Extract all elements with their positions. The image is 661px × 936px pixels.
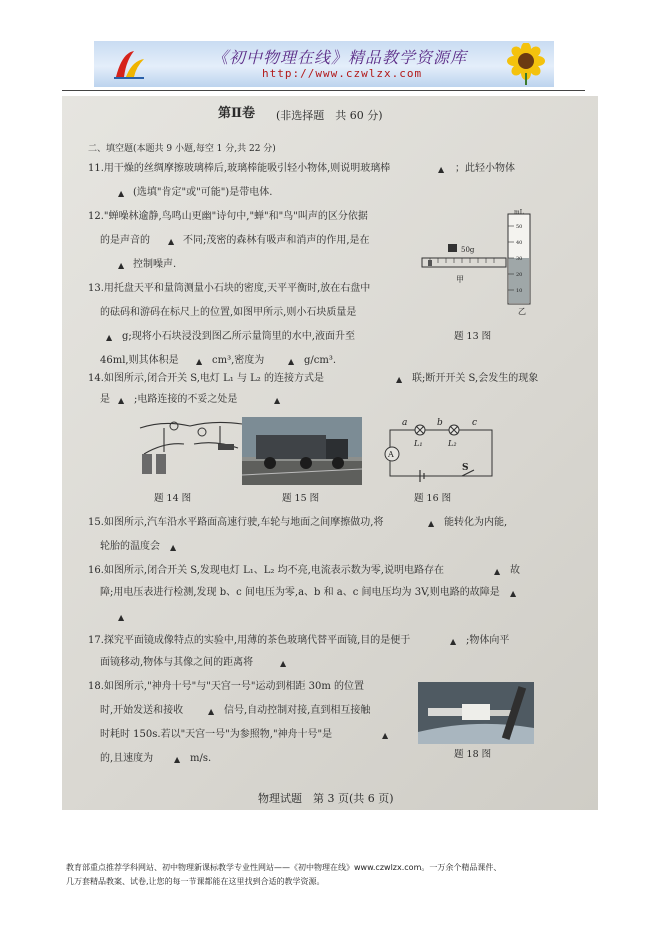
answer-blank[interactable]: ▲ <box>118 396 125 405</box>
answer-blank[interactable]: ▲ <box>168 237 175 246</box>
fig13-mass-label: 50g <box>461 246 475 254</box>
header-rule <box>62 90 585 91</box>
fig14-caption: 题 14 图 <box>154 493 192 504</box>
answer-blank[interactable]: ▲ <box>510 589 517 598</box>
fig13-tick: 50 <box>516 224 523 230</box>
figure-16 <box>382 414 502 486</box>
figure-15 <box>242 417 362 485</box>
figure-18 <box>418 682 534 744</box>
q18-line4b: m/s. <box>190 753 212 764</box>
q12-line3: 控制噪声. <box>133 259 177 270</box>
battery-icon <box>156 454 166 474</box>
fig16-L2-label: L₂ <box>448 439 457 448</box>
q13-line4b: cm³,密度为 <box>212 355 265 366</box>
q12-line2a: 的是声音的 <box>100 235 150 246</box>
answer-blank[interactable]: ▲ <box>106 333 113 342</box>
fig18-caption: 题 18 图 <box>454 749 492 760</box>
banner-title: 《初中物理在线》精品教学资源库 <box>212 48 468 67</box>
q13-line3: g;现将小石块浸没到图乙所示量筒里的水中,液面升至 <box>122 331 355 342</box>
q15-line1a: 15.如图所示,汽车沿水平路面高速行驶,车轮与地面之间摩擦做功,将 <box>88 517 384 528</box>
fig16-ammeter-label: A <box>388 450 394 459</box>
q16-line1a: 16.如图所示,闭合开关 S,发现电灯 L₁、L₂ 均不亮,电流表示数为零,说明电路存在 <box>88 565 444 576</box>
q11-line1b: ；此轻小物体 <box>455 163 515 174</box>
site-banner <box>94 41 554 87</box>
bulb-icon <box>198 428 206 436</box>
q14-line1a: 14.如图所示,闭合开关 S,电灯 L₁ 与 L₂ 的连接方式是 <box>88 373 324 384</box>
q13-line1: 13.用托盘天平和量筒测量小石块的密度,天平平衡时,放在右盘中 <box>88 283 371 294</box>
fig16-caption: 题 16 图 <box>414 493 452 504</box>
fig13-tick: 40 <box>516 240 523 246</box>
answer-blank[interactable]: ▲ <box>280 659 287 668</box>
q18-line2a: 时,开始发送和接收 <box>100 705 184 716</box>
weight-50g-icon <box>448 244 457 252</box>
q17-line1a: 17.探究平面镜成像特点的实验中,用薄的茶色玻璃代替平面镜,目的是便于 <box>88 635 411 646</box>
site-footer-line2: 几万套精品教案、试卷,让您的每一节课都能在这里找到合适的教学资源。 <box>66 877 325 886</box>
answer-blank[interactable]: ▲ <box>118 189 125 198</box>
fig15-caption: 题 15 图 <box>282 493 320 504</box>
answer-blank[interactable]: ▲ <box>274 396 281 405</box>
answer-blank[interactable]: ▲ <box>118 613 125 622</box>
site-logo <box>112 47 146 81</box>
answer-blank[interactable]: ▲ <box>450 637 457 646</box>
answer-blank[interactable]: ▲ <box>396 375 403 384</box>
q13-line4a: 46ml,则其体积是 <box>100 355 179 366</box>
page-number-footer: 物理试题 第 3 页(共 6 页) <box>258 792 394 805</box>
rider <box>428 260 432 266</box>
fig13-ml-label: mL <box>514 209 524 216</box>
spacecraft-photo <box>418 682 534 744</box>
fig13-jia-label: 甲 <box>456 275 464 284</box>
section-title: 第Ⅱ卷 <box>218 106 255 121</box>
fig13-caption: 题 13 图 <box>454 331 492 342</box>
answer-blank[interactable]: ▲ <box>118 261 125 270</box>
q18-line1: 18.如图所示,"神舟十号"与"天宫一号"运动到相距 30m 的位置 <box>88 681 365 692</box>
q16-line2: 障;用电压表进行检测,发现 b、c 间电压为零,a、b 和 a、c 间电压均为 3V,则电路的故障是 <box>100 587 500 598</box>
q12-line2b: 不同;茂密的森林有吸声和消声的作用,是在 <box>183 235 370 246</box>
q17-line2: 面镜移动,物体与其像之间的距离将 <box>100 657 254 668</box>
q12-line1: 12."蝉噪林逾静,鸟鸣山更幽"诗句中,"蝉"和"鸟"叫声的区分依据 <box>88 211 368 222</box>
sunflower-icon <box>502 43 550 85</box>
fig16-a-label: a <box>402 418 408 428</box>
q18-line4a: 的,且速度为 <box>100 753 154 764</box>
cylinder-water <box>509 258 529 303</box>
q15-line1b: 能转化为内能, <box>444 517 508 528</box>
rider-scale <box>422 258 506 267</box>
figure-13 <box>418 208 538 328</box>
q18-line3a: 时耗时 150s.若以"天宫一号"为参照物,"神舟十号"是 <box>100 729 333 740</box>
answer-blank[interactable]: ▲ <box>170 543 177 552</box>
q13-line4c: g/cm³. <box>304 355 337 366</box>
answer-blank[interactable]: ▲ <box>174 755 181 764</box>
q15-line2: 轮胎的温度会 <box>100 541 160 552</box>
answer-blank[interactable]: ▲ <box>382 731 389 740</box>
q16-line1b: 故 <box>510 565 520 576</box>
answer-blank[interactable]: ▲ <box>196 357 203 366</box>
fig16-b-label: b <box>437 418 443 428</box>
section-heading: 二、填空题(本题共 9 小题,每空 1 分,共 22 分) <box>88 144 276 154</box>
fig13-tick: 10 <box>516 288 523 294</box>
truck-photo <box>242 417 362 485</box>
battery-icon <box>142 454 152 474</box>
fig16-switch-label: S <box>462 463 469 473</box>
exam-page-photo <box>62 96 598 810</box>
q14-line2a: 是 <box>100 394 110 405</box>
switch-icon <box>218 444 234 450</box>
site-footer-line1: 教育部重点推荐学科网站、初中物理新课标教学专业性网站——《初中物理在线》www.czwlzx.com。一万余个精品课件、 <box>66 863 502 872</box>
banner-url[interactable]: http://www.czwlzx.com <box>262 67 423 80</box>
q18-line2b: 信号,自动控制对接,直到相互接触 <box>224 705 371 716</box>
answer-blank[interactable]: ▲ <box>494 567 501 576</box>
q11-line2: (选填"肯定"或"可能")是带电体. <box>133 187 273 198</box>
answer-blank[interactable]: ▲ <box>428 519 435 528</box>
fig13-tick: 20 <box>516 272 523 278</box>
q14-line2b: ;电路连接的不妥之处是 <box>134 394 238 405</box>
answer-blank[interactable]: ▲ <box>208 707 215 716</box>
figure-14 <box>134 414 252 478</box>
q14-line1b: 联;断开开关 S,会发生的现象 <box>412 373 539 384</box>
answer-blank[interactable]: ▲ <box>438 165 445 174</box>
section-subtitle: (非选择题 共 60 分) <box>276 109 383 122</box>
q17-line1b: ;物体向平 <box>466 635 510 646</box>
fig13-yi-label: 乙 <box>518 307 526 316</box>
answer-blank[interactable]: ▲ <box>288 357 295 366</box>
fig16-c-label: c <box>472 418 478 428</box>
fig16-L1-label: L₁ <box>414 439 423 448</box>
q13-line2: 的砝码和游码在标尺上的位置,如图甲所示,则小石块质量是 <box>100 307 357 318</box>
fig13-tick: 30 <box>516 256 523 262</box>
q11-line1: 11.用干燥的丝绸摩擦玻璃棒后,玻璃棒能吸引轻小物体,则说明玻璃棒 <box>88 163 391 174</box>
